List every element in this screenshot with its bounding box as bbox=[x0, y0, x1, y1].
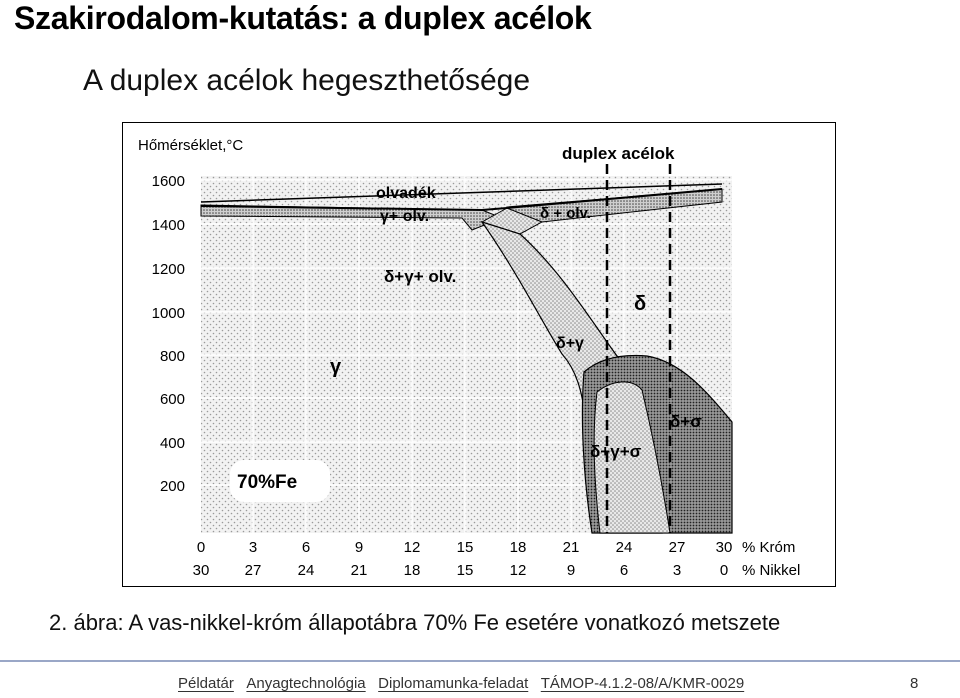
x-tick-nickel: 21 bbox=[350, 562, 368, 579]
footer-item: Diplomamunka-feladat bbox=[378, 675, 529, 692]
footer-item: Példatár bbox=[178, 675, 234, 692]
phase-diagram bbox=[122, 122, 836, 587]
x-tick-chrom: 12 bbox=[403, 539, 421, 556]
y-axis-label: Hőmérséklet,°C bbox=[138, 137, 244, 154]
x-tick-nickel: 6 bbox=[619, 562, 629, 579]
label-gamma: γ bbox=[330, 356, 342, 378]
y-tick: 800 bbox=[159, 348, 185, 365]
fe-content-label: 70%Fe bbox=[237, 472, 298, 493]
x-tick-nickel: 12 bbox=[509, 562, 527, 579]
x-tick-nickel: 9 bbox=[566, 562, 576, 579]
y-tick: 1400 bbox=[151, 217, 185, 234]
label-delta-gamma: δ+γ bbox=[556, 335, 584, 352]
x-tick-chrom: 30 bbox=[715, 539, 733, 556]
x-tick-nickel: 15 bbox=[456, 562, 474, 579]
y-tick: 400 bbox=[159, 435, 185, 452]
x-tick-chrom: 0 bbox=[196, 539, 206, 556]
x-tick-nickel: 27 bbox=[244, 562, 262, 579]
label-delta-sigma: δ+σ bbox=[670, 412, 702, 431]
x-tick-chrom: 21 bbox=[562, 539, 580, 556]
figure-caption: 2. ábra: A vas-nikkel-króm állapotábra 70% Fe esetére vonatkozó metszete bbox=[49, 610, 781, 635]
x-tick-chrom: 18 bbox=[509, 539, 527, 556]
y-tick: 1600 bbox=[151, 173, 185, 190]
x-tick-nickel: 3 bbox=[672, 562, 682, 579]
x-tick-chrom: 15 bbox=[456, 539, 474, 556]
footer-item: Anyagtechnológia bbox=[246, 675, 366, 692]
x-tick-chrom: 3 bbox=[248, 539, 258, 556]
y-tick: 1000 bbox=[151, 305, 185, 322]
label-delta-gamma-liquid: δ+γ+ olv. bbox=[384, 267, 457, 286]
x-axis-label-chrom: % Króm bbox=[742, 539, 796, 556]
footer-divider bbox=[0, 660, 960, 662]
label-delta: δ bbox=[634, 293, 647, 315]
x-tick-nickel: 0 bbox=[719, 562, 729, 579]
y-tick: 1200 bbox=[151, 261, 185, 278]
label-delta-gamma-sigma: δ+γ+σ bbox=[590, 442, 642, 461]
y-tick: 600 bbox=[159, 391, 185, 408]
label-duplex: duplex acélok bbox=[562, 144, 675, 163]
x-tick-chrom: 6 bbox=[301, 539, 311, 556]
label-delta-liquid: δ + olv. bbox=[540, 205, 591, 222]
label-liquid: olvadék bbox=[376, 185, 436, 202]
x-tick-chrom: 27 bbox=[668, 539, 686, 556]
x-axis-label-nickel: % Nikkel bbox=[742, 562, 801, 579]
footer bbox=[178, 675, 744, 692]
x-tick-nickel: 24 bbox=[297, 562, 315, 579]
slide-subtitle: A duplex acélok hegeszthetősége bbox=[83, 64, 530, 97]
x-tick-nickel: 30 bbox=[192, 562, 210, 579]
label-gamma-liquid: γ+ olv. bbox=[380, 208, 430, 225]
footer-item: TÁMOP-4.1.2-08/A/KMR-0029 bbox=[540, 675, 745, 692]
x-tick-nickel: 18 bbox=[403, 562, 421, 579]
x-tick-chrom: 9 bbox=[354, 539, 364, 556]
page-number: 8 bbox=[910, 675, 919, 692]
slide-title: Szakirodalom-kutatás: a duplex acélok bbox=[14, 0, 592, 36]
x-tick-chrom: 24 bbox=[615, 539, 633, 556]
y-tick: 200 bbox=[159, 478, 185, 495]
